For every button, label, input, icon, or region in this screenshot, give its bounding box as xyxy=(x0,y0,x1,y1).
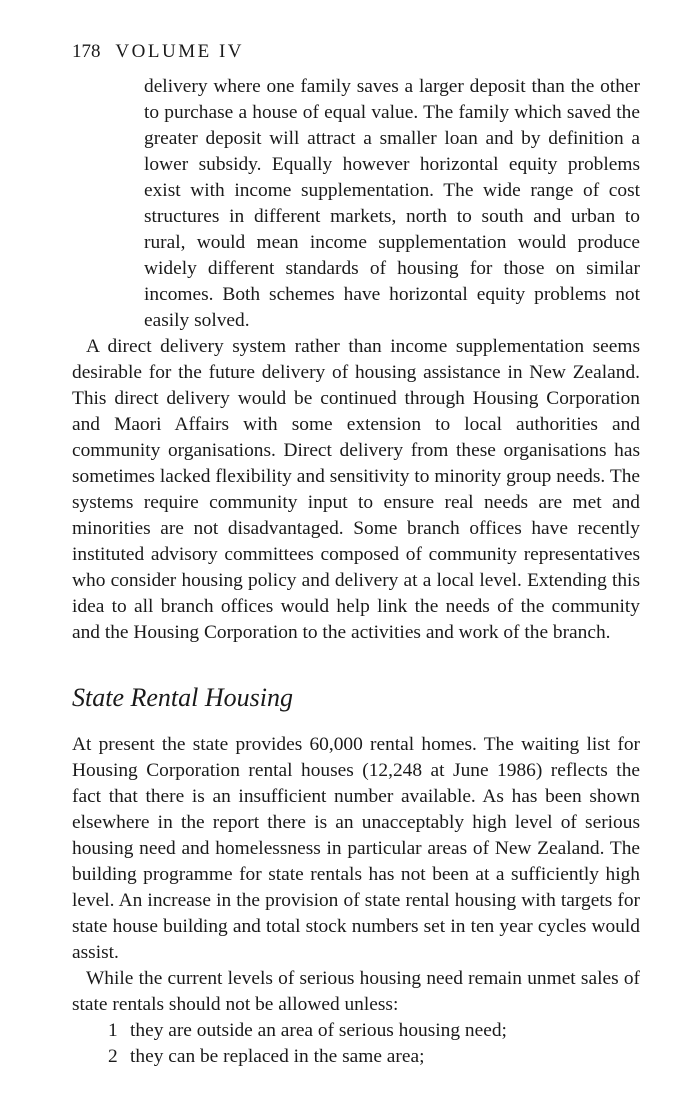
list-item xyxy=(108,1044,640,1070)
running-head xyxy=(72,40,640,64)
section-heading: State Rental Housing xyxy=(72,683,293,712)
list-item-number: 2 xyxy=(108,1046,118,1067)
list-item xyxy=(108,1018,640,1044)
paragraph-state-rental: At present the state provides 60,000 rental homes. The waiting list for Housing Corporation rental houses (12,248 at June 1986) reflects the fact that there is an insufficient number available. As has been shown elsewhere in the report there is an unacceptably high level of serious housing need and homelessness in particular areas of New Zealand. The building programme for state rentals has not been at a sufficiently high level. An increase in the provision of state rental housing with targets for state house building and total stock numbers set in ten year cycles would assist. xyxy=(72,734,640,963)
list-item-text: they can be replaced in the same area; xyxy=(130,1046,425,1067)
paragraph-sales-conditions: While the current levels of serious housing need remain unmet sales of state rentals should not be allowed unless: xyxy=(72,968,640,1015)
list-item-text: they are outside an area of serious housing need; xyxy=(130,1020,507,1041)
paragraph-direct-delivery: A direct delivery system rather than income supplementation seems desirable for the future delivery of housing assistance in New Zealand. This direct delivery would be continued through Housing Corporation and Maori Affairs with some extension to local authorities and community organisations. Direct delivery from these organisations has sometimes lacked flexibility and sensitivity to minority group needs. The systems require community input to ensure real needs are met and minorities are not disadvantaged. Some branch offices have recently instituted advisory committees composed of community representatives who consider housing policy and delivery at a local level. Extending this idea to all branch offices would help link the needs of the community and the Housing Corporation to the activities and work of the branch. xyxy=(72,336,640,643)
document-page xyxy=(72,40,640,1070)
list-item-number: 1 xyxy=(108,1020,118,1041)
conditions-list xyxy=(72,1018,640,1070)
indented-block: delivery where one family saves a larger deposit than the other to purchase a house of equal value. The family which saved the greater deposit will attract a smaller loan and by definition a lower subsidy. Equally however horizontal equity problems exist with income supplementation. The wide range of cost structures in different markets, north to south and urban to rural, would mean income supplementation would produce widely different standards of housing for those on similar incomes. Both schemes have horizontal equity problems not easily solved. xyxy=(144,76,640,331)
page-number: 178 xyxy=(72,41,101,62)
volume-label: VOLUME IV xyxy=(115,41,244,62)
